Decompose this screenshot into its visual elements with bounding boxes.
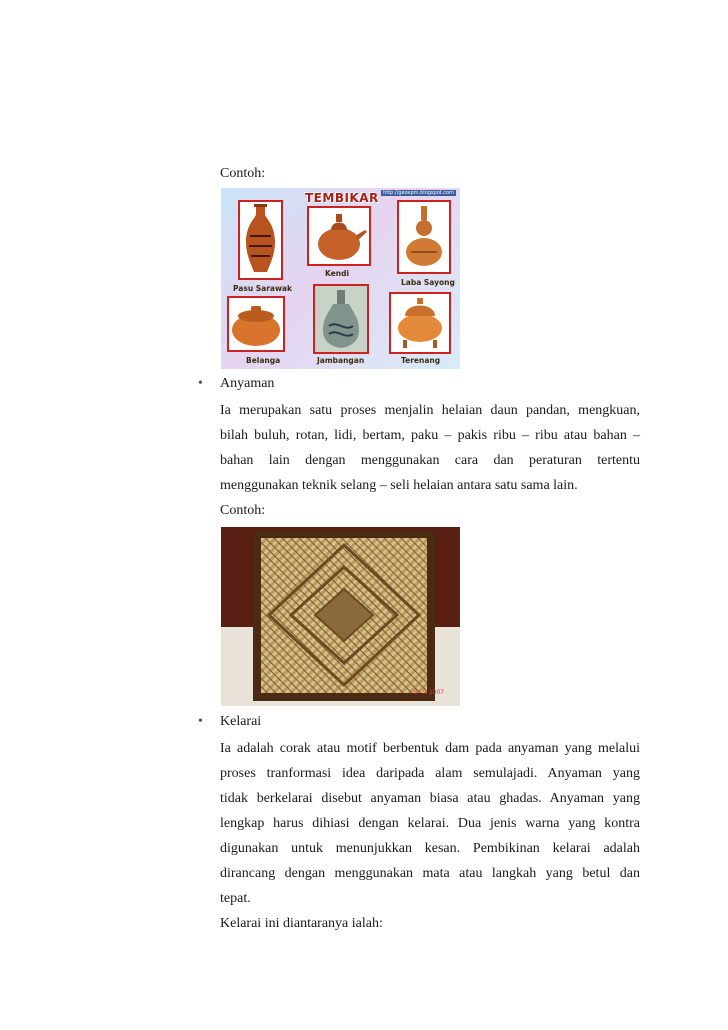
labu-sayong-icon — [399, 202, 449, 272]
contoh-label-1: Contoh: — [220, 166, 266, 181]
vase-icon — [240, 202, 281, 278]
bullet-icon: • — [198, 714, 203, 729]
anyaman-line-2: bilah buluh, rotan, lidi, bertam, paku – pakis ribu – ribu atau bahan – — [220, 428, 640, 443]
anyaman-line-3: bahan lain dengan menggunakan cara dan peraturan tertentu — [220, 453, 640, 468]
poster-title: TEMBIKAR — [305, 191, 379, 205]
kelarai-line-4: lengkap harus dihiasi dengan kelarai. Dua jenis warna yang kontra — [220, 816, 640, 831]
anyaman-photo — [221, 527, 460, 706]
anyaman-line-1: Ia merupakan satu proses menjalin helaian daun pandan, mengkuan, — [220, 403, 640, 418]
kendi-pot-icon — [309, 208, 369, 264]
label-laba-sayong: Laba Sayong — [401, 278, 455, 287]
laba-sayong-tile — [397, 200, 451, 274]
kelarai-intro: Kelarai ini diantaranya ialah: — [220, 916, 383, 931]
jambangan-vase-icon — [315, 286, 367, 352]
heading-kelarai: Kelarai — [220, 714, 262, 729]
kelarai-line-6: dirancang dengan menggunakan mata atau langkah yang betul dan — [220, 866, 640, 881]
anyaman-line-4: menggunakan teknik selang – seli helaian antara satu sama lain. — [220, 478, 578, 493]
label-pasu-sarawak: Pasu Sarawak — [233, 284, 292, 293]
label-kendi: Kendi — [325, 269, 350, 278]
kelarai-line-1: Ia adalah corak atau motif berbentuk dam pada anyaman yang melalui — [220, 741, 640, 756]
heading-anyaman: Anyaman — [220, 376, 275, 391]
kelarai-line-2: proses tranformasi idea daripada alam semulajadi. Anyaman yang — [220, 766, 640, 781]
label-belanga: Belanga — [246, 356, 281, 365]
terenang-tile — [389, 292, 451, 354]
bullet-icon: • — [198, 376, 203, 391]
label-jambangan: Jambangan — [317, 356, 365, 365]
kelarai-line-5: digunakan untuk menunjukkan kesan. Pembikinan kelarai adalah — [220, 841, 640, 856]
contoh-label-2: Contoh: — [220, 503, 266, 518]
belanga-pot-icon — [229, 298, 283, 350]
tembikar-poster-image — [221, 188, 460, 369]
belanga-tile — [227, 296, 285, 352]
kelarai-line-3: tidak berkelarai disebut anyaman biasa atau ghadas. Anyaman yang — [220, 791, 640, 806]
woven-panel-image — [221, 527, 460, 706]
photo-date-stamp: 8 · 9 2007 — [413, 689, 444, 696]
jambangan-tile — [313, 284, 369, 354]
pasu-sarawak-tile — [238, 200, 283, 280]
terenang-pot-icon — [391, 294, 449, 352]
kelarai-line-7: tepat. — [220, 891, 251, 906]
label-terenang: Terenang — [401, 356, 441, 365]
poster-url: http://geoxpm.blogspot.com — [383, 190, 454, 196]
kendi-tile — [307, 206, 371, 266]
